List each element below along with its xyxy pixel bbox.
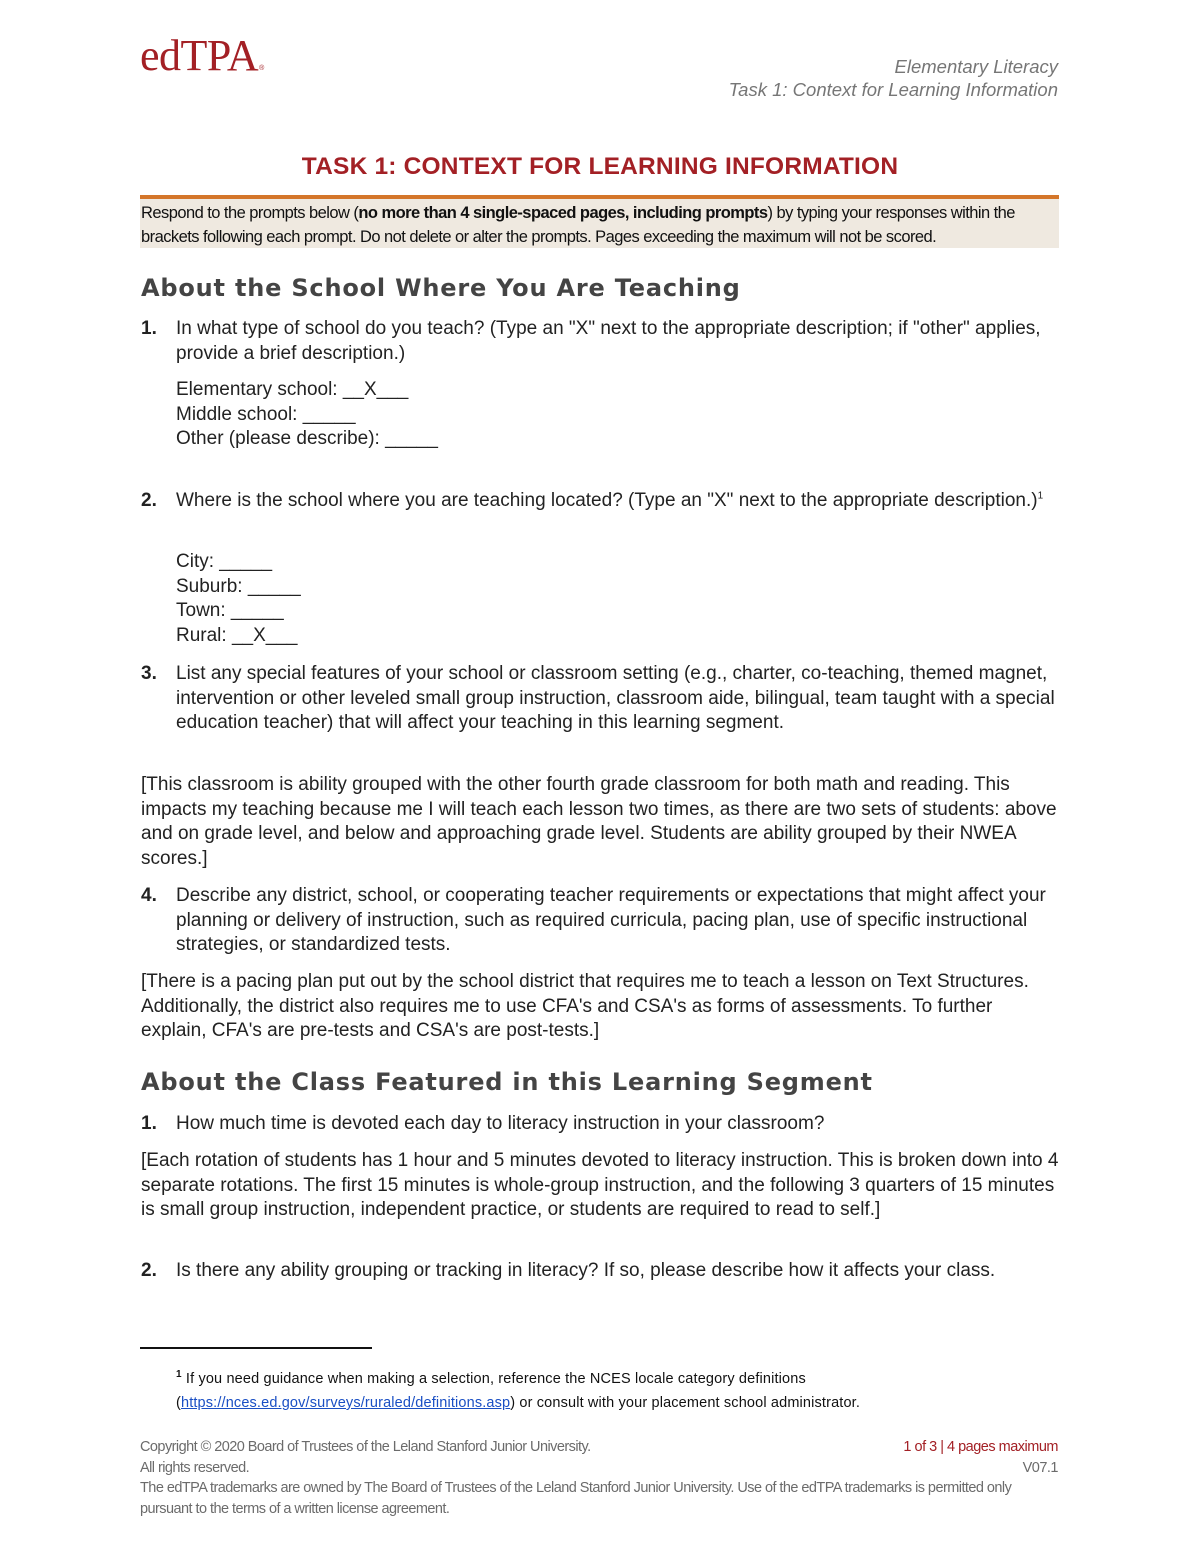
footer-rights: All rights reserved. (140, 1459, 250, 1476)
option-line: Other (please describe): _____ (176, 428, 438, 450)
page-number: 1 of 3 | 4 pages maximum (903, 1439, 1058, 1455)
logo-text: edTPA (140, 31, 259, 80)
option-line: Rural: __X___ (176, 624, 298, 646)
question-literacy-time (141, 1112, 1060, 1137)
instructions-bold: no more than 4 single-spaced pages, including prompts (358, 204, 768, 222)
question-special-features (141, 662, 1060, 736)
question-number: 2. (141, 1260, 157, 1281)
option-line: Town: _____ (176, 600, 284, 622)
question-number: 4. (141, 885, 157, 906)
nces-definitions-link[interactable]: https://nces.ed.gov/surveys/ruraled/definitions.asp (180, 1395, 511, 1411)
edtpa-logo (140, 31, 264, 80)
response-special-features[interactable]: [This classroom is ability grouped with the other fourth grade classroom for both math and reading. This impacts my teaching because me I will teach each lesson two times, as there are two sets of students: above and on grade level, and below and approaching grade level. Students are ability grouped by their NWEA scores.] (141, 774, 1057, 869)
footnote-text: If you need guidance when making a selection, reference the NCES locale category definitions (185, 1371, 806, 1387)
logo-trademark: ® (259, 65, 264, 72)
question-text: In what type of school do you teach? (Type an "X" next to the appropriate description; if "other" applies, provide a brief description.) (176, 318, 1041, 364)
location-options (176, 550, 301, 648)
option-line: Middle school: _____ (176, 403, 356, 425)
section-heading-school: About the School Where You Are Teaching (141, 274, 741, 302)
footer-legal (140, 1437, 1020, 1519)
question-number: 3. (141, 663, 157, 684)
question-requirements (141, 884, 1060, 958)
footnote-link-open: ( (176, 1395, 181, 1411)
footnote-mark: 1 (176, 1369, 182, 1381)
question-school-location (141, 489, 1060, 514)
question-text: List any special features of your school or classroom setting (e.g., charter, co-teaching, themed magnet, intervention or other leveled small group instruction, classroom aide, bilingual, team taught with a special education teacher) that will affect your teaching in this learning segment. (176, 663, 1055, 734)
question-text: Describe any district, school, or cooperating teacher requirements or expectations that might affect your planning or delivery of instruction, such as required curricula, pacing plan, use of specific instructional strategies, or standardized tests. (176, 885, 1046, 956)
question-text: Is there any ability grouping or tracking in literacy? If so, please describe how it affects your class. (176, 1260, 996, 1281)
question-text: How much time is devoted each day to literacy instruction in your classroom? (176, 1113, 825, 1134)
option-line: Elementary school: __X___ (176, 379, 409, 400)
footnote (176, 1367, 1036, 1415)
question-text: Where is the school where you are teaching located? (Type an "X" next to the appropriate description.) (176, 490, 1038, 511)
footer-page-info (903, 1437, 1058, 1478)
response-literacy-time[interactable]: [Each rotation of students has 1 hour and 5 minutes devoted to literacy instruction. This is broken down into 4 separate rotations. The first 15 minutes is whole-group instruction, and the following 3 quarters of 15 minutes is small group instruction, independent practice, or students are required to read to self.] (141, 1150, 1059, 1221)
response-requirements[interactable]: [There is a pacing plan put out by the school district that requires me to teach a lesson on Text Structures. Additionally, the district also requires me to use CFA's and CSA's as forms of assessments. To further explain, CFA's are pre-tests and CSA's are post-tests.] (141, 971, 1029, 1042)
version-label: V07.1 (1022, 1459, 1058, 1476)
footnote-ref[interactable]: 1 (1037, 490, 1044, 502)
question-ability-grouping (141, 1259, 1060, 1284)
footnote-link-close: ) or consult with your placement school administrator. (510, 1395, 861, 1411)
footer-trademark: The edTPA trademarks are owned by The Board of Trustees of the Leland Stanford Junior University. Use of the edTPA trademarks is permitted only pursuant to the terms of a written license agreement. (140, 1480, 1012, 1517)
question-school-type (141, 317, 1060, 366)
header-subject: Elementary Literacy (894, 56, 1058, 77)
option-line: City: _____ (176, 551, 273, 572)
footnote-divider (140, 1347, 372, 1349)
instructions-pre: Respond to the prompts below ( (141, 204, 359, 222)
header-task: Task 1: Context for Learning Information (728, 79, 1058, 100)
section-heading-class: About the Class Featured in this Learning Segment (141, 1068, 873, 1096)
instructions-box (140, 199, 1059, 248)
option-line: Suburb: _____ (176, 575, 301, 597)
instructions-post: ) by typing your responses within the brackets following each prompt. Do not delete or alter the prompts. Pages exceeding the maximum will not be scored. (141, 204, 1015, 246)
page-title: TASK 1: CONTEXT FOR LEARNING INFORMATION (301, 153, 899, 180)
footer-copyright: Copyright © 2020 Board of Trustees of the Leland Stanford Junior University. (140, 1439, 591, 1455)
header-info (729, 55, 1058, 101)
school-type-options (176, 378, 438, 452)
question-number: 1. (141, 1113, 157, 1134)
question-number: 1. (141, 318, 157, 339)
question-number: 2. (141, 490, 157, 511)
